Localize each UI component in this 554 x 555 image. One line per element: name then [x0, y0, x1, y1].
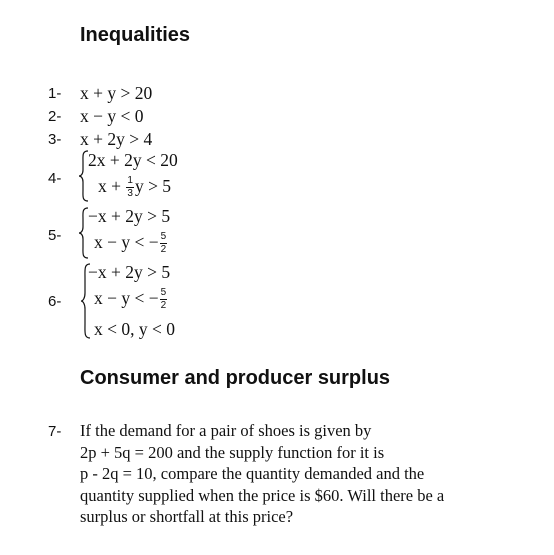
inequality-1: x + y > 20	[80, 83, 153, 103]
problem-number-6: 6-	[48, 293, 62, 310]
heading-inequalities: Inequalities	[80, 24, 191, 46]
problem-number-4: 4-	[48, 170, 62, 187]
system-6-line-1: −x + 2y > 5	[88, 262, 171, 282]
problem-7-line-1: If the demand for a pair of shoes is given by	[80, 421, 372, 440]
system-6-line-3: x < 0, y < 0	[94, 319, 175, 339]
problem-7-line-5: surplus or shortfall at this price?	[80, 507, 294, 526]
heading-surplus: Consumer and producer surplus	[80, 367, 391, 389]
problem-7-line-4: quantity supplied when the price is $60. Will there be a	[80, 485, 445, 505]
fraction-one-third: $\frac{1}{3}$	[127, 175, 133, 200]
system-4-line-2: x + $\frac{1}{3}$ y > 5	[98, 175, 172, 200]
system-5-line-1: −x + 2y > 5	[88, 206, 171, 226]
word-problem-7	[80, 420, 510, 528]
inequality-3: x + 2y > 4	[80, 129, 153, 149]
fraction-five-halves: $\frac{5}{2}$	[160, 231, 167, 256]
problem-number-5: 5-	[48, 227, 62, 244]
problem-7-line-3: p - 2q = 10, compare the quantity demanded and the	[80, 464, 425, 483]
problem-number-3: 3-	[48, 131, 62, 148]
system-5-line-2: x − y < − $\frac{5}{2}$	[94, 231, 167, 256]
system-6-line-2: x − y < − $\frac{5}{2}$	[94, 287, 167, 312]
inequality-2: x − y < 0	[80, 106, 144, 126]
problem-number-2: 2-	[48, 108, 62, 125]
problem-7-line-2: 2p + 5q = 200 and the supply function for it is	[80, 442, 385, 462]
problem-number-7: 7-	[48, 423, 62, 440]
problem-number-1: 1-	[48, 85, 62, 102]
fraction-five-halves: $\frac{5}{2}$	[160, 287, 167, 312]
system-4-line-1: 2x + 2y < 20	[88, 150, 178, 170]
